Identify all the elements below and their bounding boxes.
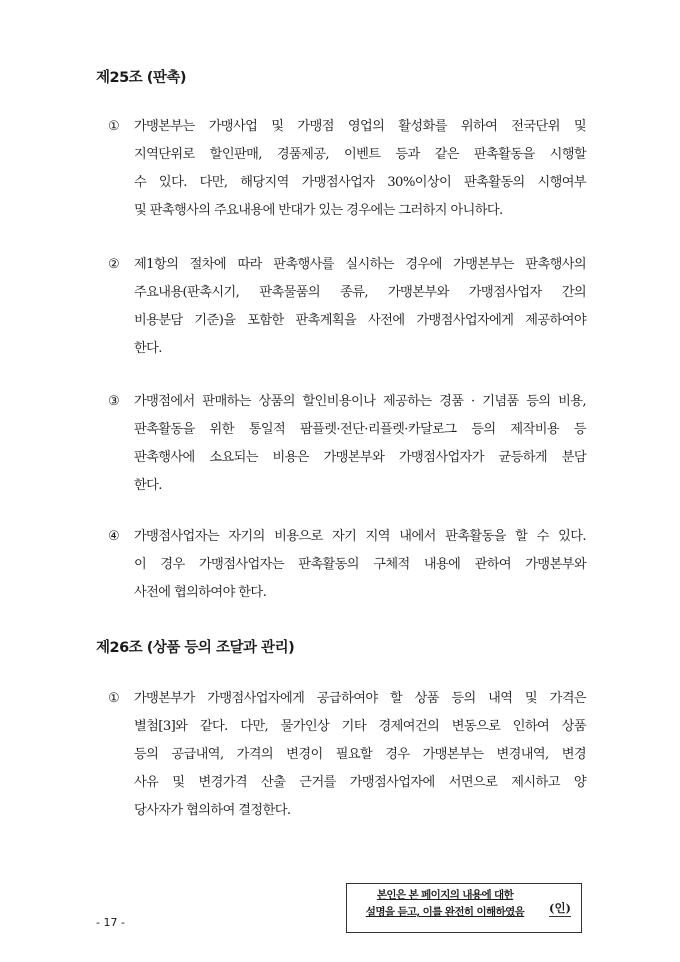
article-25-paragraph-2 bbox=[108, 251, 586, 363]
paragraph-line: 및 판촉행사의 주요내용에 반대가 있는 경우에는 그러하지 아니하다. bbox=[134, 203, 503, 218]
paragraph-line: 주요내용(판촉시기, 판촉물품의 종류, 가맹본부와 가맹점사업자 간의 bbox=[134, 285, 586, 300]
confirmation-statement bbox=[349, 887, 541, 921]
paragraph-number: ② bbox=[108, 257, 120, 272]
paragraph-line: 판촉행사에 소요되는 비용은 가맹본부와 가맹점사업자가 균등하게 분담 bbox=[134, 450, 586, 465]
paragraph-line: 제1항의 절차에 따라 판촉행사를 실시하는 경우에 가맹본부는 판촉행사의 bbox=[134, 257, 586, 272]
article-26-title: 제26조 (상품 등의 조달과 관리) bbox=[96, 640, 295, 656]
paragraph-number: ① bbox=[108, 691, 120, 706]
paragraph-line: 이 경우 가맹점사업자는 판촉활동의 구체적 내용에 관하여 가맹본부와 bbox=[134, 557, 586, 572]
paragraph-number: ④ bbox=[108, 529, 120, 544]
paragraph-line: 판촉활동을 위한 통일적 팜플렛·전단·리플렛·카달로그 등의 제작비용 등 bbox=[134, 422, 586, 437]
paragraph-line: 비용분담 기준)을 포함한 판촉계획을 사전에 가맹점사업자에게 제공하여야 bbox=[134, 313, 586, 328]
seal-label: (인) bbox=[549, 901, 571, 915]
paragraph-line: 가맹본부는 가맹사업 및 가맹점 영업의 활성화를 위하여 전국단위 및 bbox=[134, 119, 586, 134]
paragraph-line: 가맹점에서 판매하는 상품의 할인비용이나 제공하는 경품 · 기념품 등의 비용, bbox=[134, 394, 586, 409]
paragraph-line: 당사자가 협의하여 결정한다. bbox=[134, 803, 291, 818]
confirmation-box bbox=[346, 883, 582, 933]
confirmation-line: 본인은 본 페이지의 내용에 대한 bbox=[376, 889, 514, 901]
paragraph-number: ③ bbox=[108, 394, 120, 409]
paragraph-line: 별첨[3]와 같다. 다만, 물가인상 기타 경제여건의 변동으로 인하여 상품 bbox=[134, 719, 586, 734]
paragraph-line: 가맹점사업자는 자기의 비용으로 자기 지역 내에서 판촉활동을 할 수 있다. bbox=[134, 529, 586, 544]
paragraph-line: 사유 및 변경가격 산출 근거를 가맹점사업자에 서면으로 제시하고 양 bbox=[134, 775, 586, 790]
paragraph-line: 등의 공급내역, 가격의 변경이 필요할 경우 가맹본부는 변경내역, 변경 bbox=[134, 747, 586, 762]
article-25-paragraph-3 bbox=[108, 388, 586, 500]
paragraph-line: 한다. bbox=[134, 478, 162, 493]
article-25-paragraph-4 bbox=[108, 523, 586, 607]
article-25-paragraph-1 bbox=[108, 113, 586, 225]
article-25-title: 제25조 (판촉) bbox=[96, 70, 187, 86]
paragraph-line: 지역단위로 할인판매, 경품제공, 이벤트 등과 같은 판촉활동을 시행할 bbox=[134, 147, 586, 162]
paragraph-line: 사전에 협의하여야 한다. bbox=[134, 585, 267, 600]
seal-mark bbox=[543, 891, 577, 925]
paragraph-line: 수 있다. 다만, 해당지역 가맹점사업자 30%이상이 판촉활동의 시행여부 bbox=[134, 175, 586, 190]
article-26-paragraph-1 bbox=[108, 685, 586, 825]
paragraph-line: 한다. bbox=[134, 341, 162, 356]
paragraph-number: ① bbox=[108, 119, 120, 134]
confirmation-line: 설명을 듣고, 이를 완전히 이해하였음 bbox=[365, 906, 525, 918]
paragraph-line: 가맹본부가 가맹점사업자에게 공급하여야 할 상품 등의 내역 및 가격은 bbox=[134, 691, 586, 706]
page-number: - 17 - bbox=[96, 916, 125, 929]
